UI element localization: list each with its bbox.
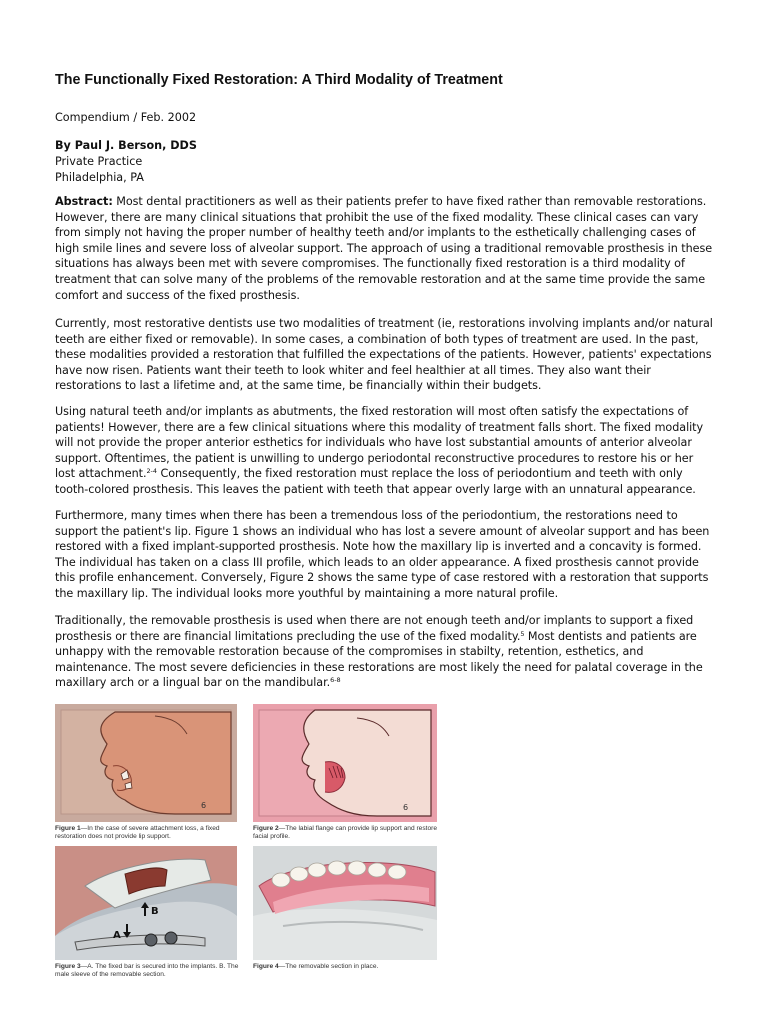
figure-3-image bbox=[55, 846, 237, 960]
figure-2-number: 6 bbox=[403, 803, 409, 812]
byline bbox=[55, 138, 197, 186]
reference: 2-4 bbox=[146, 467, 157, 476]
figure-2-caption: Figure 2—The labial flange can provide lip support and restore facial profile. bbox=[253, 825, 437, 841]
figure-3-caption: Figure 3—A. The fixed bar is secured into the implants. B. The male sleeve of the removable section. bbox=[55, 963, 239, 979]
article-title: The Functionally Fixed Restoration: A Third Modality of Treatment bbox=[55, 72, 503, 88]
figure-3-marker-b: B bbox=[151, 906, 159, 917]
figure-plate bbox=[55, 704, 439, 986]
reference: 6-8 bbox=[330, 676, 341, 685]
abstract-text: Most dental practitioners as well as their patients prefer to have fixed rather than removable restorations. However, there are many clinical situations that prohibit the use of the fixed modality. These clinical cases can vary from simply not having the proper number of healthy teeth and/or implants to the esthetically challenging cases of high smile lines and severe loss of alveolar support. The approach of using a traditional removable prosthesis in these situations has always been met with severe compromises. The functionally fixed restoration is a third modality of treatment that can solve many of the problems of the removable restoration and at the same time provide the same comfort and success of the fixed prosthesis. bbox=[55, 195, 713, 302]
figure-4-caption: Figure 4—The removable section in place. bbox=[253, 963, 379, 970]
abstract bbox=[55, 194, 715, 303]
affiliation: Private Practice bbox=[55, 155, 143, 168]
paragraph-4: Traditionally, the removable prosthesis is used when there are not enough teeth and/or implants to support a fixed prosthesis or there are financial limitations precluding the use of the fixed modality.$^5$ Most dentists and patients are unhappy with the removable restoration because of the compromises in stabilty, retention, esthetics, and maintenance. The most severe deficiencies in these restorations are most likely the need for palatal coverage in the maxillary arch or a lingual bar on the mandibular.$^{6-8}$ bbox=[55, 614, 703, 690]
figure-2-image bbox=[253, 704, 437, 822]
figure-1-caption: Figure 1—In the case of severe attachment loss, a fixed restoration does not provide lip support. bbox=[55, 825, 220, 841]
figure-1-number: 6 bbox=[201, 801, 207, 810]
abstract-label: Abstract: bbox=[55, 195, 113, 208]
reference: 5 bbox=[520, 629, 525, 638]
location: Philadelphia, PA bbox=[55, 171, 144, 184]
figure-4-image bbox=[253, 846, 437, 960]
paragraph-2: Using natural teeth and/or implants as abutments, the fixed restoration will most often satisfy the expectations of patients! However, there are a few clinical situations where this modality of treatment falls short. The fixed modality will not provide the proper anterior esthetics for individuals who have lost substantial amounts of anterior alveolar support. Oftentimes, the patient is unwilling to undergo periodontal reconstructive procedures to restore his or her lost attachment.$^{2-4}$ Consequently, the fixed restoration must replace the loss of periodontium and teeth with only tooth-colored prosthesis. This leaves the patient with teeth that appear overly large with an unnatural appearance. bbox=[55, 405, 704, 496]
article-source: Compendium / Feb. 2002 bbox=[55, 111, 197, 124]
paragraph-3: Furthermore, many times when there has been a tremendous loss of the periodontium, the restorations need to support the patient's lip. Figure 1 shows an individual who has lost a severe amount of alveolar support and has been restored with a fixed implant-supported prosthesis. Note how the maxillary lip is inverted and a concavity is formed. The individual has taken on a class III profile, which leads to an older appearance. A fixed prosthesis cannot provide this profile enhancement. Conversely, Figure 2 shows the same type of case restored with a restoration that supports the maxillary lip. The individual looks more youthful by maintaining a more natural profile. bbox=[55, 509, 710, 600]
paragraph-1: Currently, most restorative dentists use two modalities of treatment (ie, restorations involving implants and/or natural teeth are either fixed or removable). In some cases, a combination of both types of treatment are used. In the past, these modalities provided a restoration that fulfilled the expectations of the patients. However, patients' expectations have now risen. Patients want their teeth to look whiter and feel healthier at all times. They also want their restorations to last a lifetime and, at the same time, be financially within their budgets. bbox=[55, 317, 713, 393]
figure-1-image bbox=[55, 704, 237, 822]
author: By Paul J. Berson, DDS bbox=[55, 139, 197, 152]
figure-3-marker-a: A bbox=[113, 930, 121, 941]
